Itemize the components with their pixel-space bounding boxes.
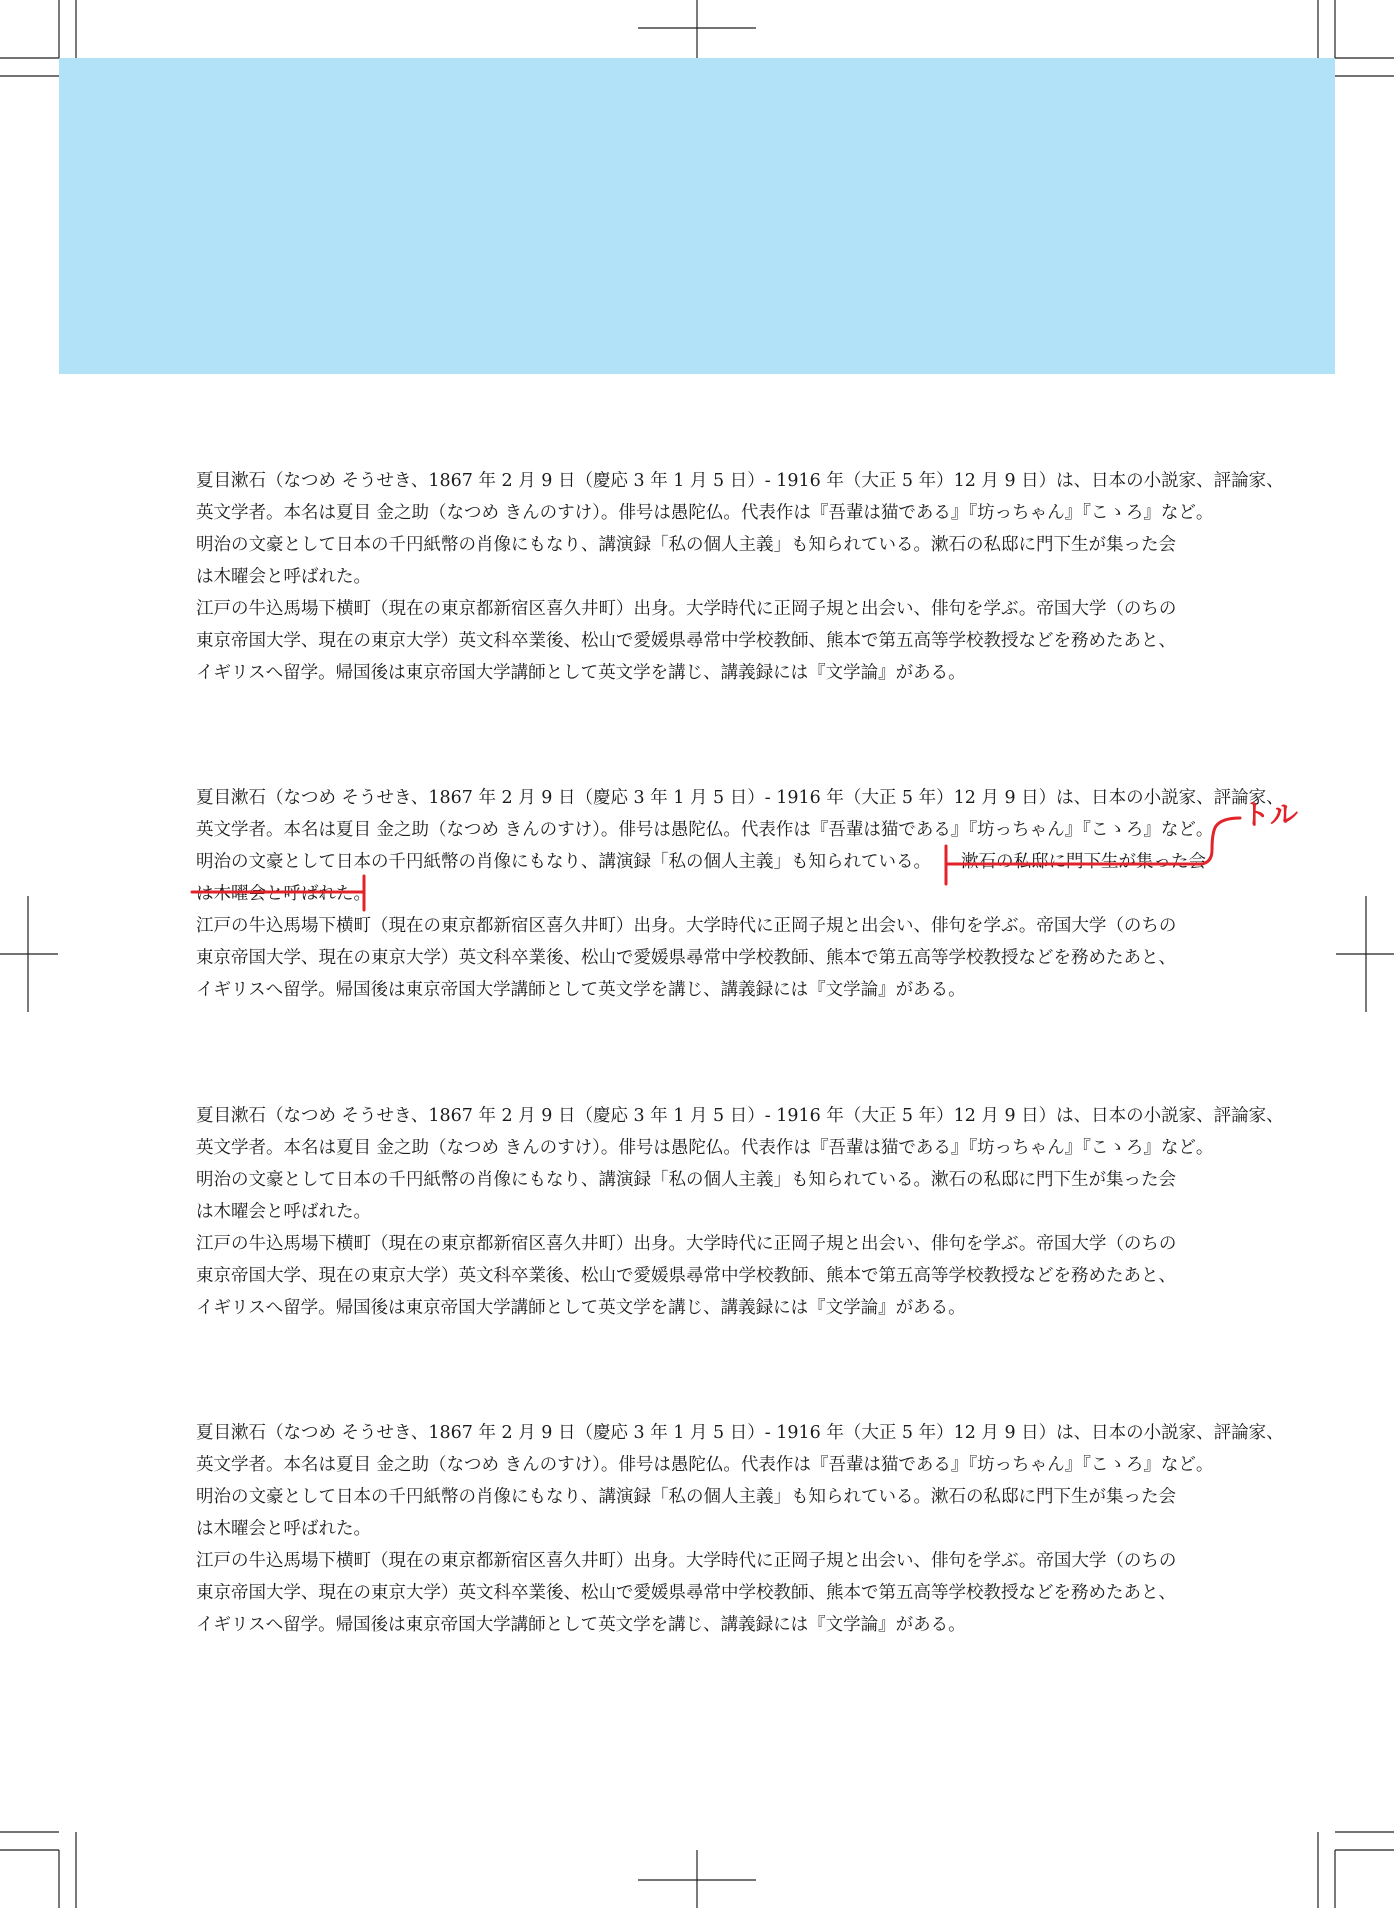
deleted-text: 漱石の私邸に門下生が集った会 bbox=[961, 852, 1206, 872]
text-line bbox=[196, 846, 1206, 878]
text-line: 東京帝国大学、現在の東京大学）英文科卒業後、松山で愛媛県尋常中学校教師、熊本で第五高等学校教授などを務めたあと、 bbox=[196, 948, 1176, 968]
text-line: 東京帝国大学、現在の東京大学）英文科卒業後、松山で愛媛県尋常中学校教師、熊本で第五高等学校教授などを務めたあと、 bbox=[196, 1266, 1176, 1286]
text-line: 夏目漱石（なつめ そうせき、1867 年 2 月 9 日（慶応 3 年 1 月 5 日）- 1916 年（大正 5 年）12 月 9 日）は、日本の小説家、評論家、 bbox=[196, 471, 1284, 491]
text-line: 英文学者。本名は夏目 金之助（なつめ きんのすけ）。俳号は愚陀仏。代表作は『吾輩は猫である』『坊っちゃん』『こゝろ』など。 bbox=[196, 820, 1214, 840]
text-line: 夏目漱石（なつめ そうせき、1867 年 2 月 9 日（慶応 3 年 1 月 5 日）- 1916 年（大正 5 年）12 月 9 日）は、日本の小説家、評論家、 bbox=[196, 788, 1284, 808]
kept-text: 明治の文豪として日本の千円紙幣の肖像にもなり、講演録「私の個人主義」も知られている。 bbox=[196, 852, 931, 872]
deleted-text: は木曜会と呼ばれた。 bbox=[196, 884, 371, 904]
text-line: は木曜会と呼ばれた。 bbox=[196, 1202, 371, 1222]
text-line: 江戸の牛込馬場下横町（現在の東京都新宿区喜久井町）出身。大学時代に正岡子規と出会い、俳句を学ぶ。帝国大学（のちの bbox=[196, 599, 1177, 619]
text-line: は木曜会と呼ばれた。 bbox=[196, 567, 371, 587]
text-line: 明治の文豪として日本の千円紙幣の肖像にもなり、講演録「私の個人主義」も知られている。漱石の私邸に門下生が集った会 bbox=[196, 535, 1176, 555]
text-line: 東京帝国大学、現在の東京大学）英文科卒業後、松山で愛媛県尋常中学校教師、熊本で第五高等学校教授などを務めたあと、 bbox=[196, 631, 1176, 651]
text-line: イギリスへ留学。帰国後は東京帝国大学講師として英文学を講じ、講義録には『文学論』がある。 bbox=[196, 1615, 966, 1635]
text-line: は木曜会と呼ばれた。 bbox=[196, 1519, 371, 1539]
delete-instruction-label: トル bbox=[1242, 798, 1299, 831]
text-line: 江戸の牛込馬場下横町（現在の東京都新宿区喜久井町）出身。大学時代に正岡子規と出会い、俳句を学ぶ。帝国大学（のちの bbox=[196, 916, 1177, 936]
text-line: イギリスへ留学。帰国後は東京帝国大学講師として英文学を講じ、講義録には『文学論』がある。 bbox=[196, 1298, 966, 1318]
text-line: 夏目漱石（なつめ そうせき、1867 年 2 月 9 日（慶応 3 年 1 月 5 日）- 1916 年（大正 5 年）12 月 9 日）は、日本の小説家、評論家、 bbox=[196, 1423, 1284, 1443]
text-line: 東京帝国大学、現在の東京大学）英文科卒業後、松山で愛媛県尋常中学校教師、熊本で第五高等学校教授などを務めたあと、 bbox=[196, 1583, 1176, 1603]
text-block-1 bbox=[196, 465, 1284, 689]
text-line: 江戸の牛込馬場下横町（現在の東京都新宿区喜久井町）出身。大学時代に正岡子規と出会い、俳句を学ぶ。帝国大学（のちの bbox=[196, 1551, 1177, 1571]
text-line: 英文学者。本名は夏目 金之助（なつめ きんのすけ）。俳号は愚陀仏。代表作は『吾輩は猫である』『坊っちゃん』『こゝろ』など。 bbox=[196, 1455, 1214, 1475]
text-line: 明治の文豪として日本の千円紙幣の肖像にもなり、講演録「私の個人主義」も知られている。漱石の私邸に門下生が集った会 bbox=[196, 1487, 1176, 1507]
text-line: イギリスへ留学。帰国後は東京帝国大学講師として英文学を講じ、講義録には『文学論』がある。 bbox=[196, 980, 966, 1000]
text-line: 明治の文豪として日本の千円紙幣の肖像にもなり、講演録「私の個人主義」も知られている。漱石の私邸に門下生が集った会 bbox=[196, 1170, 1176, 1190]
text-line bbox=[196, 878, 1206, 910]
text-line: イギリスへ留学。帰国後は東京帝国大学講師として英文学を講じ、講義録には『文学論』がある。 bbox=[196, 663, 966, 683]
text-line: 夏目漱石（なつめ そうせき、1867 年 2 月 9 日（慶応 3 年 1 月 5 日）- 1916 年（大正 5 年）12 月 9 日）は、日本の小説家、評論家、 bbox=[196, 1106, 1284, 1126]
text-line: 江戸の牛込馬場下横町（現在の東京都新宿区喜久井町）出身。大学時代に正岡子規と出会い、俳句を学ぶ。帝国大学（のちの bbox=[196, 1234, 1177, 1254]
text-block-4 bbox=[196, 1417, 1284, 1641]
text-line: 英文学者。本名は夏目 金之助（なつめ きんのすけ）。俳号は愚陀仏。代表作は『吾輩は猫である』『坊っちゃん』『こゝろ』など。 bbox=[196, 1138, 1214, 1158]
text-line: 英文学者。本名は夏目 金之助（なつめ きんのすけ）。俳号は愚陀仏。代表作は『吾輩は猫である』『坊っちゃん』『こゝろ』など。 bbox=[196, 503, 1214, 523]
text-block-3 bbox=[196, 1100, 1284, 1324]
